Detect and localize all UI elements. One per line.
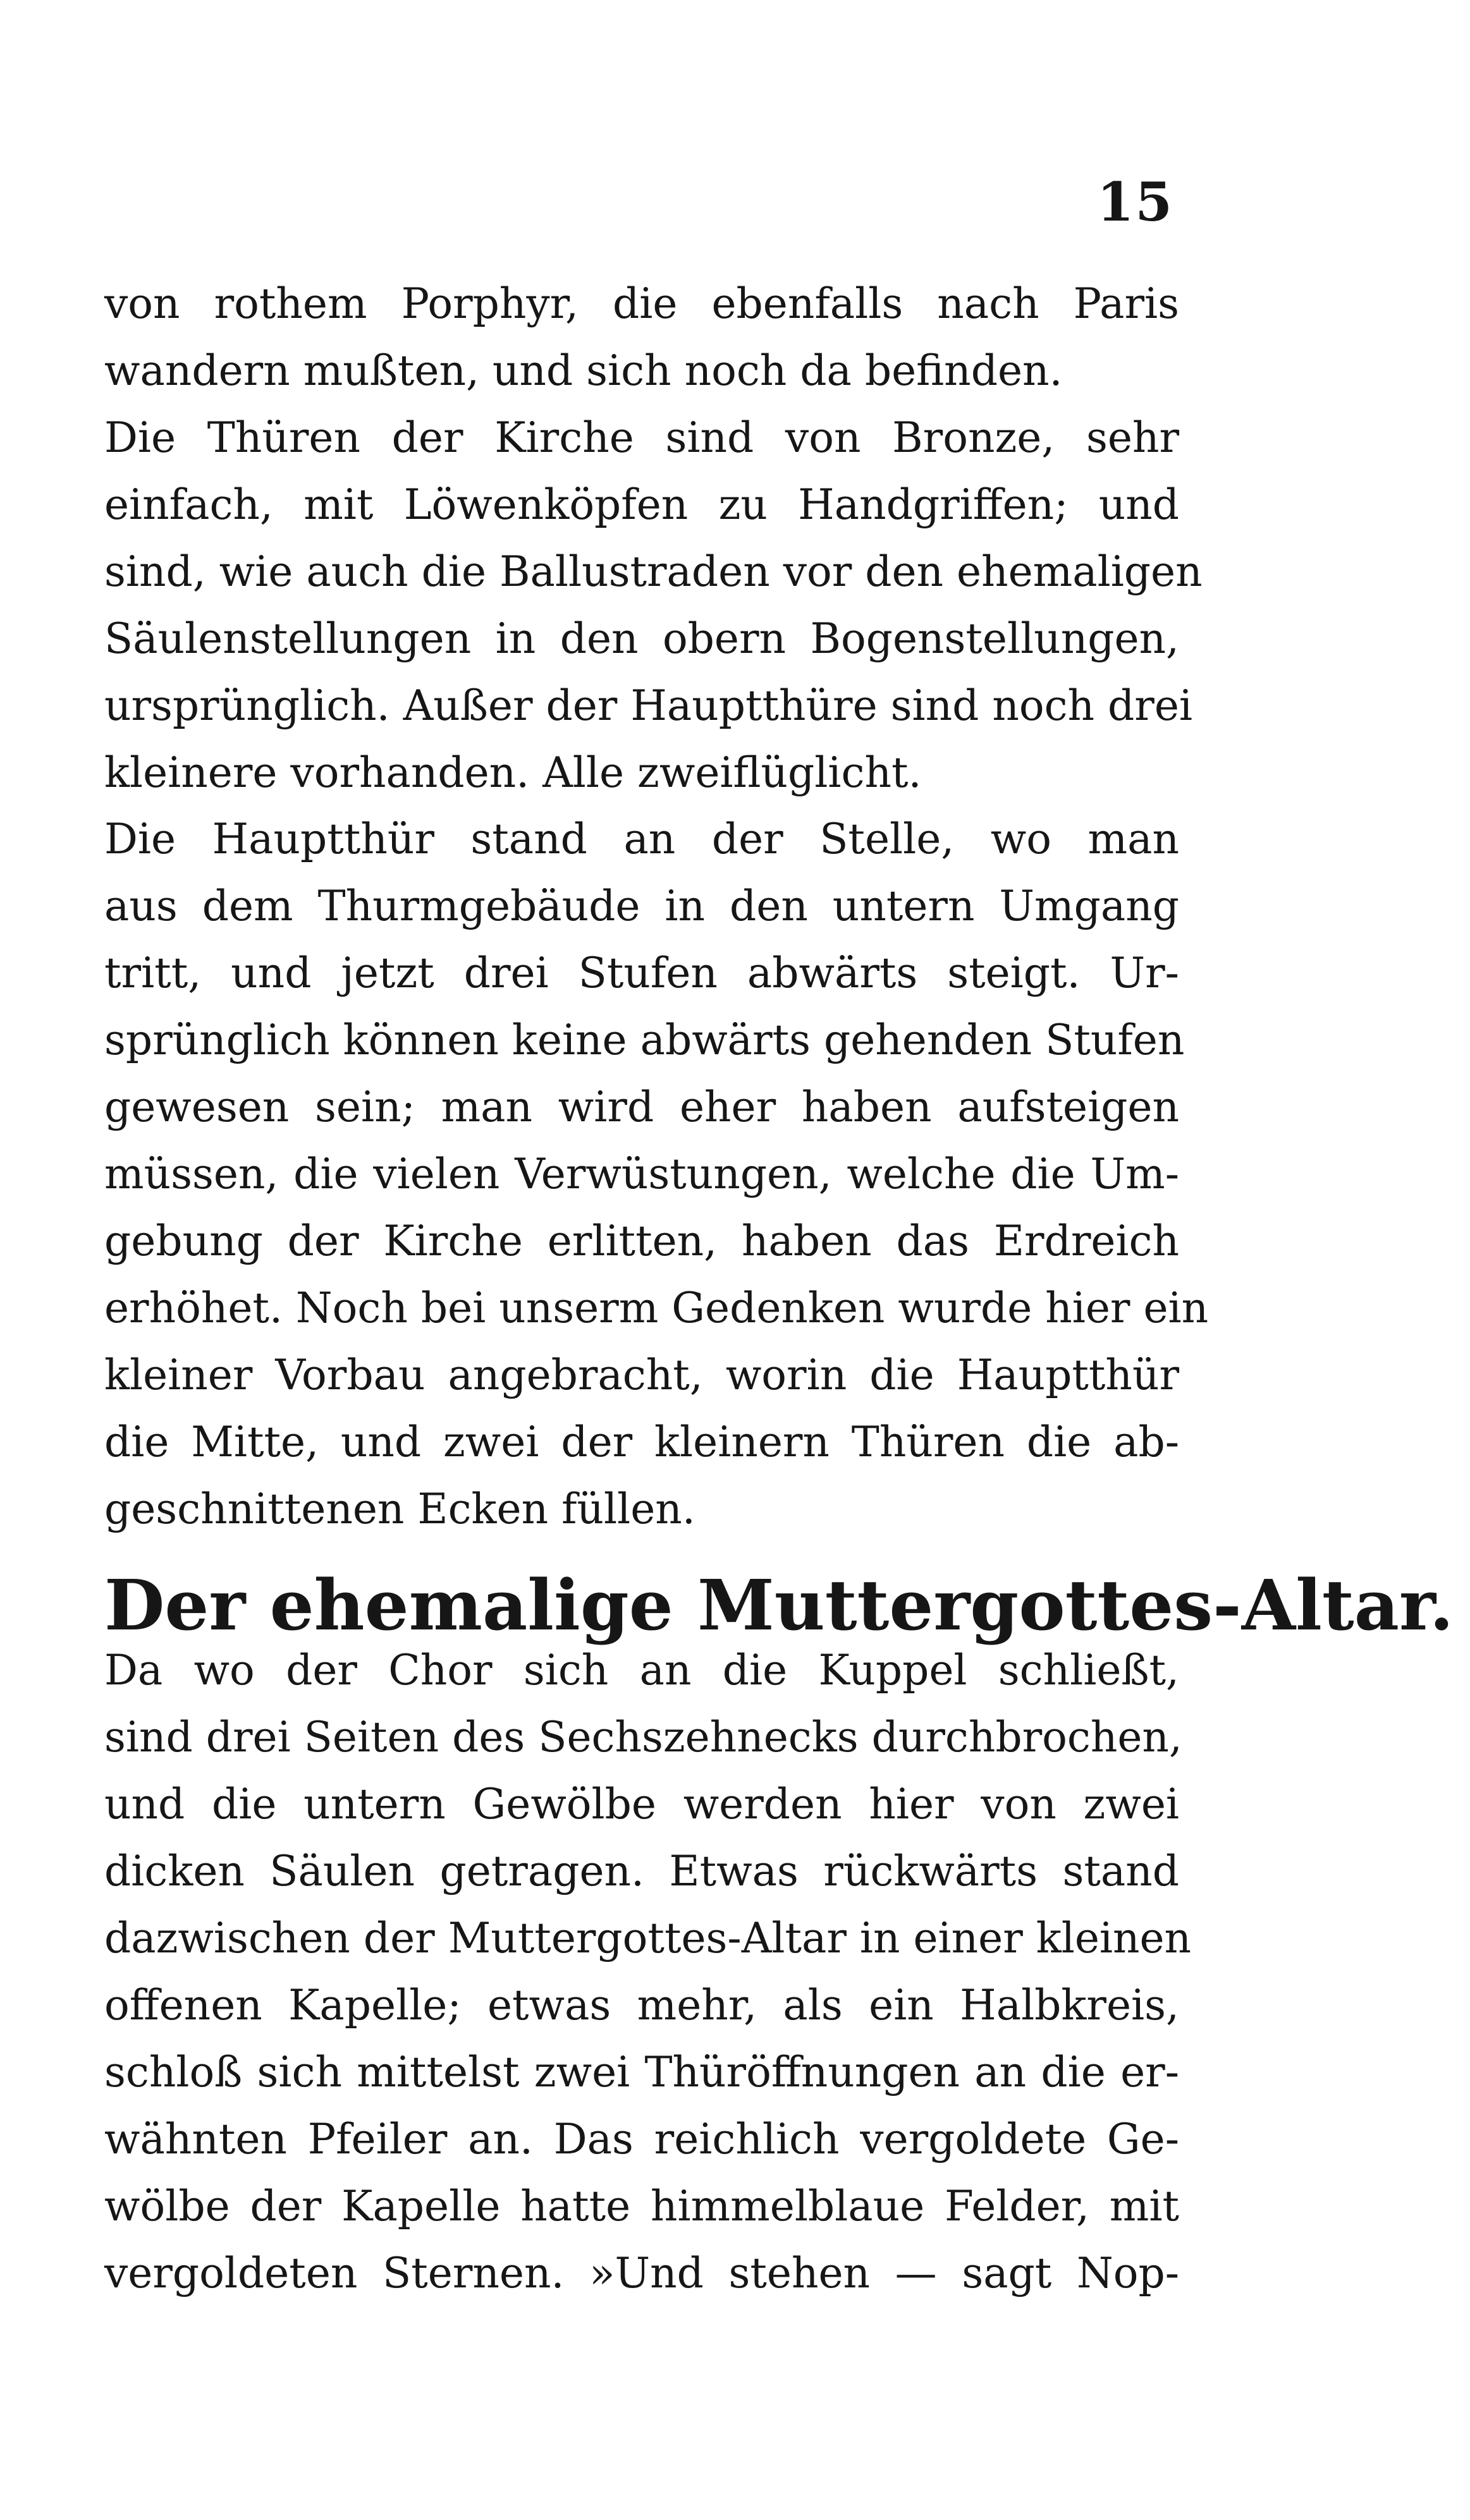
text-line: kleiner Vorbau angebracht, worin die Hauptthür	[104, 1351, 1179, 1399]
paragraph-1	[104, 271, 1179, 405]
text-line: Säulenstellungen in den obern Bogenstellungen,	[104, 614, 1179, 663]
text-line: kleinere vorhanden. Alle zweiflüglicht.	[104, 748, 922, 797]
paragraph-2	[104, 405, 1203, 807]
text-line: geschnittenen Ecken füllen.	[104, 1485, 695, 1533]
section-heading: Der ehemalige Muttergottes-Altar.	[104, 1564, 1454, 1646]
text-line: einfach, mit Löwenköpfen zu Handgriffen; und	[104, 480, 1179, 529]
text-line: vergoldeten Sternen. »Und stehen — sagt Nop-	[104, 2249, 1179, 2298]
text-line: Die Hauptthür stand an der Stelle, wo man	[104, 815, 1179, 863]
text-line: sprünglich können keine abwärts gehenden Stufen	[104, 1016, 1185, 1064]
text-line: wähnten Pfeiler an. Das reichlich vergoldete Ge-	[104, 2115, 1179, 2164]
text-line: erhöhet. Noch bei unserm Gedenken wurde hier ein	[104, 1284, 1209, 1332]
text-line: dazwischen der Muttergottes-Altar in einer kleinen	[104, 1914, 1192, 1963]
text-line: sind, wie auch die Ballustraden vor den ehemaligen	[104, 547, 1203, 596]
text-line: Die Thüren der Kirche sind von Bronze, sehr	[104, 413, 1179, 462]
text-line: dicken Säulen getragen. Etwas rückwärts stand	[104, 1847, 1179, 1896]
text-line: offenen Kapelle; etwas mehr, als ein Halbkreis,	[104, 1981, 1179, 2030]
text-line: schloß sich mittelst zwei Thüröffnungen an die er-	[104, 2048, 1179, 2097]
text-line: die Mitte, und zwei der kleinern Thüren die ab-	[104, 1418, 1179, 1466]
text-line: von rothem Porphyr, die ebenfalls nach Paris	[104, 279, 1179, 328]
text-line: wandern mußten, und sich noch da befinden.	[104, 346, 1063, 395]
text-line: wölbe der Kapelle hatte himmelblaue Felder, mit	[104, 2182, 1179, 2231]
text-line: gebung der Kirche erlitten, haben das Erdreich	[104, 1217, 1179, 1265]
text-line: Da wo der Chor sich an die Kuppel schließt,	[104, 1646, 1179, 1695]
text-line: ursprünglich. Außer der Hauptthüre sind noch drei	[104, 681, 1192, 730]
text-line: gewesen sein; man wird eher haben aufsteigen	[104, 1083, 1179, 1131]
page-number: 15	[1097, 171, 1173, 233]
text-line: tritt, und jetzt drei Stufen abwärts steigt. Ur-	[104, 949, 1179, 997]
text-line: sind drei Seiten des Sechszehnecks durchbrochen,	[104, 1713, 1182, 1762]
paragraph-3	[104, 806, 1209, 1543]
text-line: müssen, die vielen Verwüstungen, welche die Um-	[104, 1150, 1179, 1198]
text-line: und die untern Gewölbe werden hier von zwei	[104, 1780, 1179, 1829]
text-line: aus dem Thurmgebäude in den untern Umgang	[104, 882, 1179, 930]
paragraph-4	[104, 1637, 1192, 2307]
